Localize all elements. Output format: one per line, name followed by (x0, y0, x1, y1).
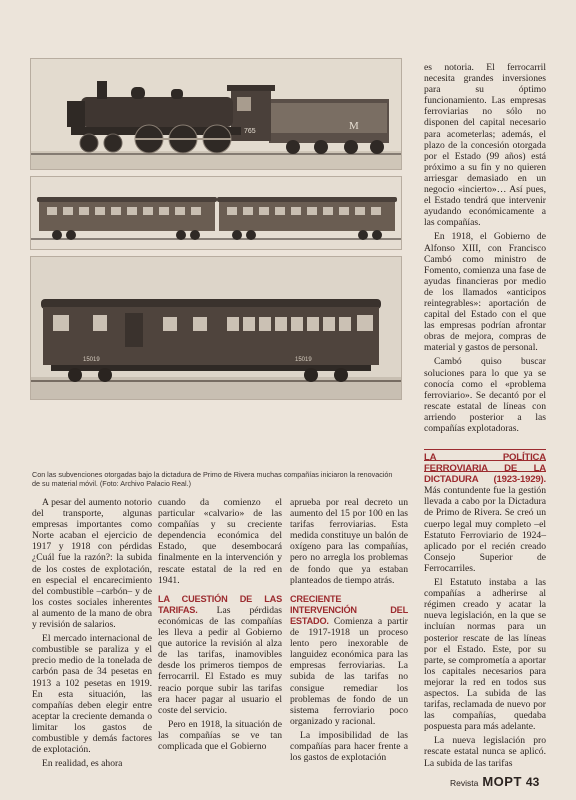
paragraph: La imposibilidad de las compañías para hacer frente a los gastos de explotación (290, 729, 408, 764)
paragraph: El mercado internacional de combustible se paraliza y el precio medio de la tonelada de carbón pasa de 34 pesetas en 1913 a 102 pesetas en 1919. En esta situación, las compañías deben elegir entre aceptar la creciente demanda o limitar los gastos de combustible y demás factores de explotación. (32, 633, 152, 756)
column-b (158, 497, 282, 755)
footer-revista: Revista (450, 778, 479, 788)
footer-mopt-logo: MOPT (482, 774, 522, 789)
page-number: 43 (525, 775, 540, 789)
railcar-photo (30, 256, 402, 400)
section-paragraph (424, 452, 546, 574)
paragraph: La nueva legislación pro rescate estatal nunca se aplicó. La subida de las tarifas (424, 735, 546, 769)
paragraph: En 1918, el Gobierno de Alfonso XIII, con Francisco Cambó como ministro de Fomento, comienza una fase de ayudas financieras por medio de los llamados «anticipos reintegrables»: aportación de capital del Estado con el que las empresas podrían afrontar obras de mejora, compras de material y gastos de personal. (424, 231, 546, 354)
section-heading-dictadura: LA POLÍTICA FERROVIARIA DE LA DICTADURA (1923-1929). (424, 449, 546, 485)
paragraph: El Estatuto instaba a las compañías a adherirse al régimen creado y acatar la nueva legislación, en la que se incluían normas para un posterior rescate de las líneas por el Estado. Este, por su parte, se comprometía a aportar los capitales necesarios para mejorar la red en todos sus aspectos. La subida de las tarifas, reclamada de nuevo por las compañías, quedaba pospuesta para más adelante. (424, 577, 546, 733)
paragraph: Cambó quiso buscar soluciones para lo que ya se conocía como el «problema ferroviario». Se decantó por el rescate estatal de líneas con arriendo posterior a las compañías explotadoras. (424, 356, 546, 434)
steam-locomotive-photo (30, 58, 402, 170)
paragraph: A pesar del aumento notorio del transporte, algunas empresas importantes como Norte acaban el ejercicio de 1917 y 1918 con pérdidas ¿Cuál fue la razón?: la subida de los costes de explotación, en especial el encarecimiento del combustible –carbón– y de los costes sociales inherentes al aumento de la mano de obra y revisión de salarios. (32, 497, 152, 631)
paragraph: cuando da comienzo el particular «calvario» de las compañías y su creciente dependencia económica del Estado, que desembocará finalmente en la intervención y rescate estatal de la red en 1941. (158, 497, 282, 586)
railcar-number-left: 15019 (83, 357, 100, 363)
loco-number: 765 (244, 128, 256, 135)
section-paragraph (158, 594, 282, 716)
paragraph: En realidad, es ahora (42, 758, 123, 770)
column-c (290, 497, 408, 766)
passenger-coaches-photo (30, 176, 402, 250)
section-paragraph (290, 594, 408, 727)
paragraph-text: Comienza a partir de 1917-1918 un proceso lento pero inexorable de languidez económica para las empresas ferroviarias. La subida de las tarifas no consigue remediar los problemas de fondo de un sistema ferroviario poco organizado y racional. (290, 615, 408, 727)
page-footer (450, 774, 539, 789)
column-right-top (424, 62, 546, 437)
photo-stack (30, 58, 402, 406)
paragraph: Pero en 1918, la situación de las compañías se ve tan complicada que el Gobierno (158, 718, 282, 752)
photo-caption: Con las subvenciones otorgadas bajo la dictadura de Primo de Rivera muchas compañías iniciaron la renovación de su material móvil. (Foto: Archivo Palacio Real.) (32, 470, 393, 488)
paragraph-text: Las pérdidas económicas de las compañías les lleva a pedir al Gobierno que autorice la revisión al alza de las tarifas, inamovibles desde los primeros tiempos de ferrocarril. El Estado es muy reacio porque subir las tarifas era hacer pagar al usuario el coste del servicio. (158, 604, 282, 716)
railcar-number-right: 15019 (295, 357, 312, 363)
paragraph: aprueba por real decreto un aumento del 15 por 100 en las tarifas ferroviarias. Esta medida constituye un balón de oxígeno para las compañías, pero no arregla los problemas de fondo que ya estaban planteados de tiempo atrás. (290, 497, 408, 586)
paragraph: es notoria. El ferrocarril necesita grandes inversiones para su óptimo funcionamiento. Las empresas ferroviarias no sólo no disponen del capital necesario para acometerlas; además, el plazo de la concesión otorgada por el Estado (99 años) está próximo a su fin y no quieren arriesgar demasiado en un negocio «incierto»… Así pues, el Estado tendrá que intervenir ayudando económicamente a las compañías. (424, 62, 546, 229)
column-a (32, 497, 152, 772)
section-heading-intervencion: CRECIENTE INTERVENCIÓN DEL ESTADO. (290, 593, 408, 626)
column-right-bottom (424, 452, 546, 772)
tender-letter: M (349, 120, 359, 132)
paragraph-text: Más contundente fue la gestión llevada a cabo por la Dictadura de Primo de Rivera. Se creó un cuerpo legal muy completo –el Estatuto Ferroviario de 1924– aplicado por el recién creado Consejo Superior de Ferrocarriles. (424, 485, 546, 574)
section-heading-tarifas: LA CUESTIÓN DE LAS TARIFAS. (158, 593, 282, 615)
